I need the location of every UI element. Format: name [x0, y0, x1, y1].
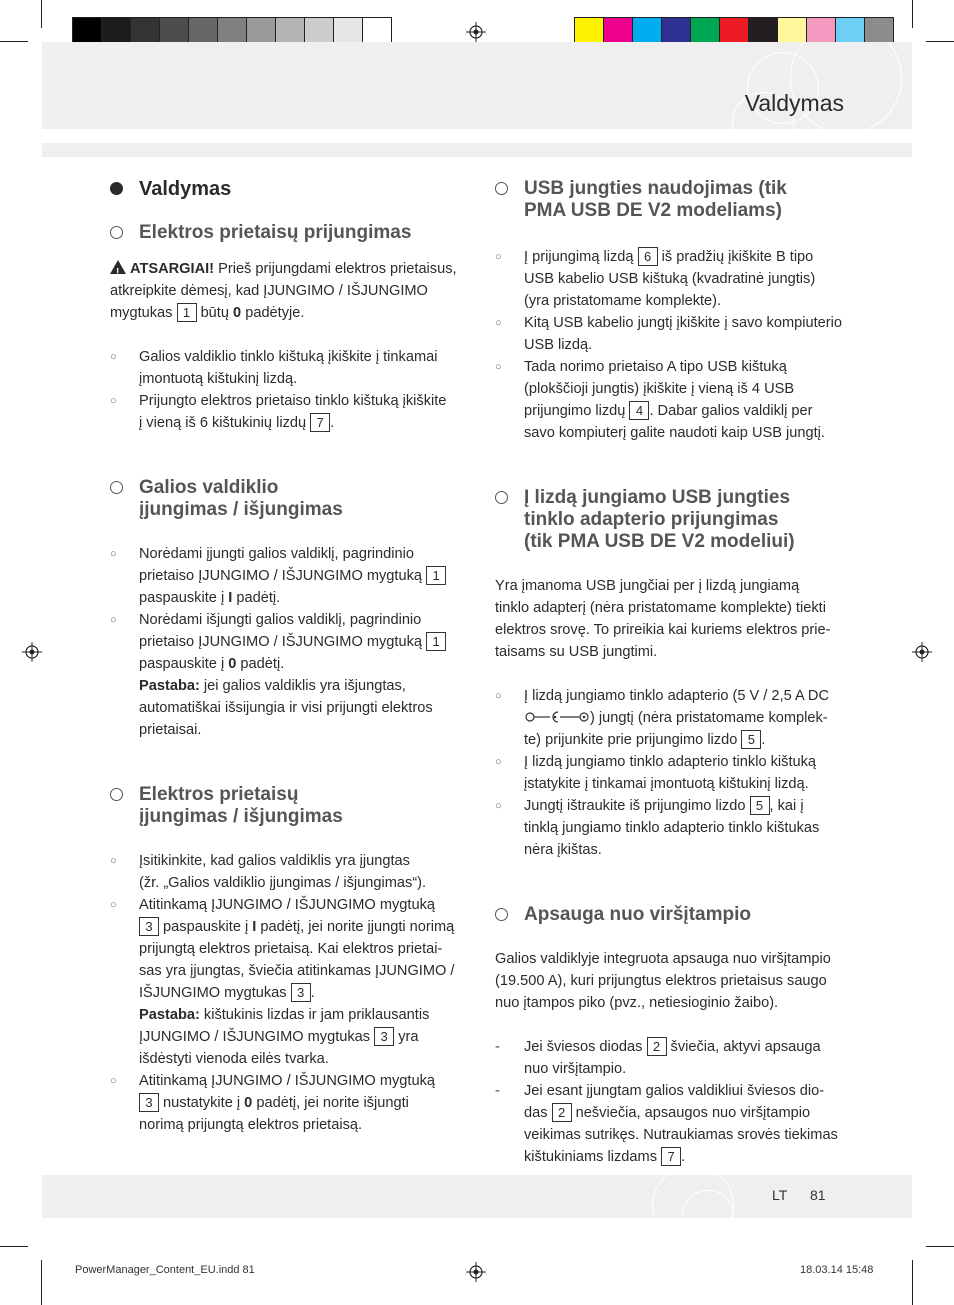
list-item: ○ Į prijungimą lizdą 6 iš pradžių įkiškite B tipo USB kabelio USB kištuką (kvadratinė jungtis) (yra pristatomame komplekte).: [495, 249, 816, 309]
ring-bullet-icon: [110, 788, 123, 801]
paragraph: Yra įmanoma USB jungčiai per į lizdą jungiamą tinklo adapterį (nėra pristatomame komplekte) tiekti elektros srovę. To prireikia kai kuriems elektros prie- taisams su USB jungtimi.: [495, 578, 831, 660]
slug-date: 18.03.14 15:48: [800, 1264, 874, 1276]
ring-bullet-icon: [495, 491, 508, 504]
crop-mark: [926, 1246, 954, 1247]
list-item: - Jei šviesos diodas 2 šviečia, aktyvi apsauga nuo viršįtampio.: [495, 1039, 821, 1077]
list-item: ○ Į lizdą jungiamo tinklo adapterio tinklo kištuką įstatykite į tinkamai įmontuotą kištukinį lizdą.: [495, 754, 817, 792]
section-heading: Į lizdą jungiamo USB jungties tinklo adapterio prijungimas (tik PMA USB DE V2 modeliui): [495, 487, 855, 553]
registration-mark-icon: [22, 642, 42, 662]
list-item: ○ Norėdami išjungti galios valdiklį, pagrindinio prietaiso ĮJUNGIMO / IŠJUNGIMO mygtuką 1 paspauskite į 0 padėtį. Pastaba: jei galios valdiklis yra išjungtas, automatiškai išsijungia ir visi prijungti elektros prietaisai.: [110, 609, 460, 741]
list-item: ○ Į lizdą jungiamo tinklo adapterio (5 V / 2,5 A DC ) jungtį (nėra pristatomame komplek- te) prijunkite prie prijungimo lizdo 5 .: [495, 688, 830, 748]
section-heading: Apsauga nuo viršįtampio: [495, 904, 855, 926]
ring-bullet-icon: [495, 182, 508, 195]
dc-polarity-icon: [524, 711, 590, 723]
filled-bullet-icon: [110, 182, 123, 195]
right-column: [495, 178, 855, 1168]
ring-bullet-icon: [495, 908, 508, 921]
list-item: ○ Galios valdiklio tinklo kištuką įkiškite į tinkamai įmontuotą kištukinį lizdą.: [110, 349, 438, 387]
registration-mark-icon: [466, 1262, 486, 1282]
ring-bullet-icon: [110, 481, 123, 494]
section-heading: USB jungties naudojimas (tik PMA USB DE V2 modeliams): [495, 178, 855, 222]
list-item: ○ Atitinkamą ĮJUNGIMO / IŠJUNGIMO mygtuką 3 paspauskite į I padėtį, jei norite įjungti norimą prijungtą elektros prietaisą. Kai elektros prietai- sas yra įjungtas, šviečia atitinkamas ĮJUNGIMO / IŠJUNGIMO mygtukas 3 . Pastaba: kištukinis lizdas ir jam priklausantis ĮJUNGIMO / IŠJUNGIMO mygtukas 3 yra išdėstyti vienoda eilės tvarka.: [110, 897, 455, 1067]
slug-filename: PowerManager_Content_EU.indd 81: [75, 1264, 255, 1276]
crop-mark: [41, 0, 42, 28]
crop-mark: [0, 1246, 28, 1247]
crop-mark: [912, 1260, 913, 1305]
list-item: - Jei esant įjungtam galios valdikliui šviesos dio- das 2 nešviečia, apsaugos nuo viršįtampio veikimas sutrikęs. Nutraukiamas srovės tiekimas kištukiniams lizdams 7 .: [495, 1083, 838, 1165]
list-item: ○ Jungtį ištraukite iš prijungimo lizdo 5 , kai į tinklą jungiamo tinklo adapterio tinklo kištukas nėra įkištas.: [495, 798, 820, 858]
section-heading: Elektros prietaisų įjungimas / išjungimas: [110, 784, 460, 828]
language-code: LT: [772, 1187, 788, 1203]
list-item: ○ Norėdami įjungti galios valdiklį, pagrindinio prietaiso ĮJUNGIMO / IŠJUNGIMO mygtuką 1 paspauskite į I padėtį.: [110, 543, 460, 609]
page-number: 81: [810, 1187, 826, 1203]
paragraph: Galios valdiklyje integruota apsauga nuo viršįtampio (19.500 A), kuri prijungtus elektros prietaisus saugo nuo įtampos piko (pvz., netiesioginio žaibo).: [495, 951, 831, 1011]
crop-mark: [926, 41, 954, 42]
list-item: ○ Prijungto elektros prietaiso tinklo kištuką įkiškite į vieną iš 6 kištukinių lizdų 7 .: [110, 393, 447, 431]
list-item: ○ Kitą USB kabelio jungtį įkiškite į savo kompiuterio USB lizdą.: [495, 315, 842, 353]
registration-mark-icon: [466, 22, 486, 42]
page-title: Valdymas: [744, 90, 844, 116]
left-column: [110, 178, 460, 1136]
ring-bullet-icon: [110, 226, 123, 239]
list-item: ○ Įsitikinkite, kad galios valdiklis yra įjungtas (žr. „Galios valdiklio įjungimas / išjungimas“).: [110, 853, 427, 891]
section-heading: Galios valdiklio įjungimas / išjungimas: [110, 477, 460, 521]
list-item: ○ Tada norimo prietaiso A tipo USB kištuką (plokščioji jungtis) įkiškite į vieną iš 4 USB prijungimo lizdų 4 . Dabar galios valdiklį per savo kompiuterį galite naudoti kaip USB jungtį.: [495, 359, 825, 441]
registration-mark-icon: [912, 642, 932, 662]
section-heading: Valdymas: [110, 178, 460, 200]
header-stripe: [42, 143, 912, 157]
crop-mark: [0, 41, 28, 42]
warning-icon: [110, 260, 126, 274]
crop-mark: [912, 0, 913, 28]
warning-paragraph: !ATSARGIAI! Prieš prijungdami elektros prietaisus, atkreipkite dėmesį, kad ĮJUNGIMO / IŠJUNGIMO mygtukas 1 būtų 0 padėtyje.: [110, 258, 460, 324]
list-item: ○ Atitinkamą ĮJUNGIMO / IŠJUNGIMO mygtuką 3 nustatykite į 0 padėtį, jei norite išjungti norimą prijungtą elektros prietaisą.: [110, 1073, 435, 1133]
section-heading: Elektros prietaisų prijungimas: [110, 222, 460, 244]
crop-mark: [41, 1260, 42, 1305]
